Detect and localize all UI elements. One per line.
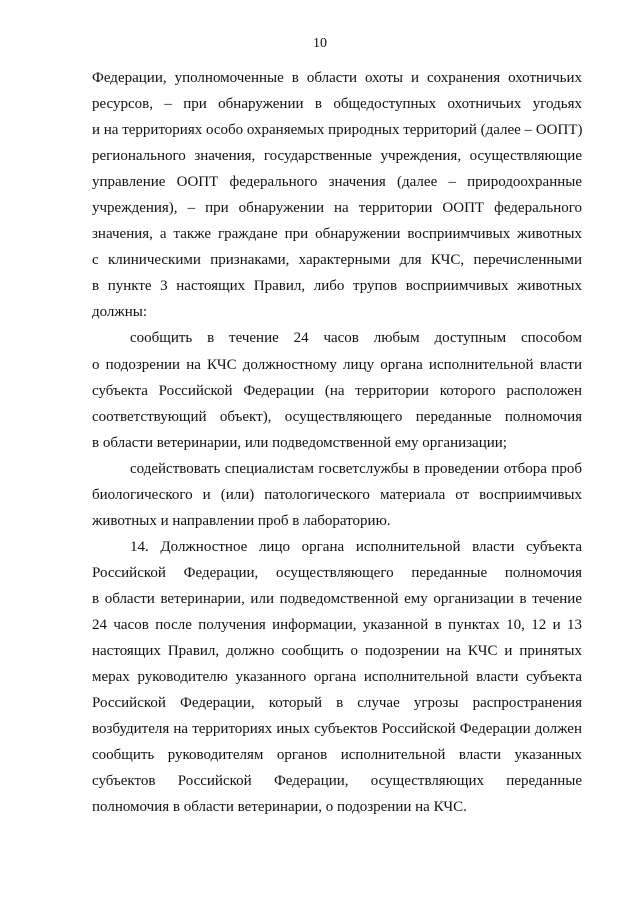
paragraph-3 [92,456,582,534]
text-line: субъекта Российской Федерации (на территории которого расположен [92,382,582,399]
paragraph-2 [92,325,582,455]
text-line: регионального значения, государственные учреждения, осуществляющие [92,148,582,165]
text-line: полномочия в области ветеринарии, о подозрении на КЧС. [92,799,467,816]
text-line: сообщить руководителям органов исполнительной власти указанных [92,747,582,764]
text-line: 24 часов после получения информации, указанной в пунктах 10, 12 и 13 [92,616,582,633]
text-line: учреждения), – при обнаружении на территории ООПТ федерального [92,200,582,217]
text-line: субъектов Российской Федерации, осуществляющих переданные [92,773,582,790]
text-line: биологического и (или) патологического материала от восприимчивых [92,486,582,503]
text-line: Российской Федерации, который в случае угрозы распространения [92,695,582,712]
text-line: 14. Должностное лицо органа исполнительной власти субъекта [130,538,582,555]
page-number: 10 [313,36,327,51]
text-line: управление ООПТ федерального значения (далее – природоохранные [92,174,582,191]
paragraph-4 [92,534,582,821]
text-line: соответствующий объект), осуществляющего переданные полномочия [92,408,582,425]
text-line: и на территориях особо охраняемых природных территорий (далее – ООПТ) [92,122,583,139]
text-line: должны: [92,304,148,321]
text-line: мерах руководителю указанного органа исполнительной власти субъекта [92,669,582,686]
text-line: в области ветеринарии, или подведомственной ему организации; [92,434,507,451]
paragraph-1 [92,65,582,325]
text-line: Федерации, уполномоченные в области охоты и сохранения охотничьих [92,70,582,86]
text-line: животных и направлении проб в лабораторию. [92,512,391,529]
text-line: Российской Федерации, осуществляющего переданные полномочия [92,564,582,581]
text-line: с клиническими признаками, характерными для КЧС, перечисленными [92,252,582,269]
document-body [92,65,582,820]
text-line: о подозрении на КЧС должностному лицу органа исполнительной власти [92,356,582,373]
text-line: ресурсов, – при обнаружении в общедоступных охотничьих угодьях [92,96,582,113]
text-line: значения, а также граждане при обнаружении восприимчивых животных [92,226,582,243]
text-line: в области ветеринарии, или подведомственной ему организации в течение [92,590,582,607]
text-line: содействовать специалистам госветслужбы в проведении отбора проб [130,460,582,477]
text-line: сообщить в течение 24 часов любым доступным способом [130,330,582,347]
text-line: возбудителя на территориях иных субъектов Российской Федерации должен [92,721,582,738]
text-line: настоящих Правил, должно сообщить о подозрении на КЧС и принятых [92,643,582,660]
text-line: в пункте 3 настоящих Правил, либо трупов восприимчивых животных [92,278,582,295]
